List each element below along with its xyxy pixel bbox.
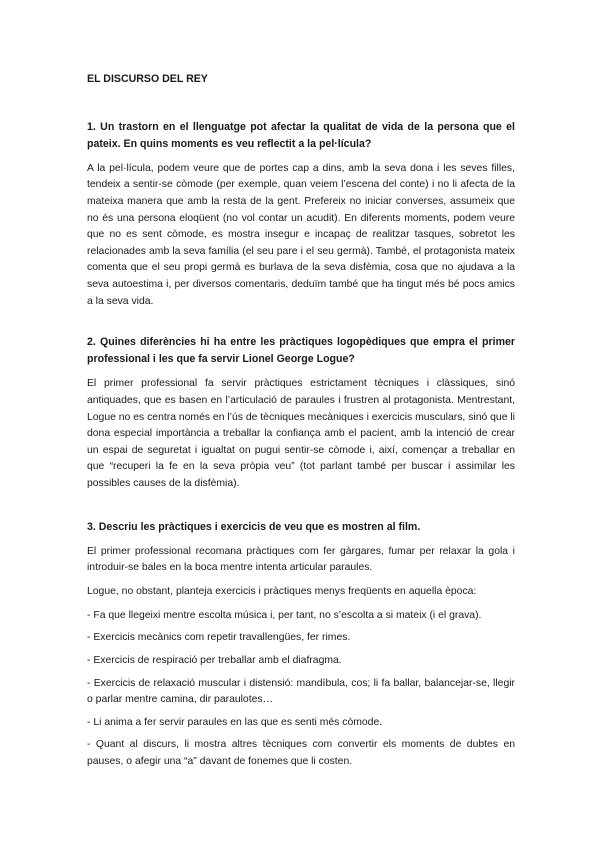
list-item: - Quant al discurs, li mostra altres tècniques com convertir els moments de dubtes en pauses, o afegir una “a” davant de fonemes que li costen. xyxy=(87,739,515,768)
list-item: - Exercicis de relaxació muscular i distensió: mandíbula, cos; li fa ballar, balancejar-se, llegir o parlar mentre camina, dir paraulotes… xyxy=(87,677,515,706)
question-3: 3. Descriu les pràctiques i exercicis de veu que es mostren al film. xyxy=(87,520,421,533)
list-item: - Exercicis de respiració per treballar amb el diafragma. xyxy=(87,654,342,666)
question-1: 1. Un trastorn en el llenguatge pot afectar la qualitat de vida de la persona que el pateix. En quins moments es veu reflectit a la pel·lícula? xyxy=(87,120,515,150)
list-item: - Exercicis mecànics com repetir travallengües, fer rimes. xyxy=(87,632,351,644)
section-2 xyxy=(87,334,515,492)
question-2: 2. Quines diferències hi ha entre les pràctiques logopèdiques que empra el primer professional i les que fa servir Lionel George Logue? xyxy=(87,336,515,366)
section-3 xyxy=(87,519,515,771)
document-title: EL DISCURSO DEL REY xyxy=(87,73,208,85)
section-1 xyxy=(87,119,515,311)
answer-2-paragraph: El primer professional fa servir pràctiques estrictament tècniques i clàssiques, sinó antiquades, que es basen en l’articulació de paraules i frustren al protagonista. Mentrestant, Logue no es centra només en l’ús de tècniques mecàniques i exercicis musculars, sinó que li dona especial importància a treballar la confiança amb el pacient, amb la intenció de crear un espai de seguretat i igualtat on pugui sentir-se còmode i, així, començar a treballar en que “recuperi la fe en la seva pròpia veu” (tot parlant també per buscar i assimilar les possibles causes de la disfèmia). xyxy=(87,378,515,490)
list-item: - Li anima a fer servir paraules en las que es senti més còmode. xyxy=(87,716,383,728)
answer-3-paragraph: Logue, no obstant, planteja exercicis i pràctiques menys freqüents en aquella època: xyxy=(87,585,477,597)
answer-3-paragraph: El primer professional recomana pràctiques com fer gàrgares, fumar per relaxar la gola i introduir-se bales en la boca mentre intenta articular paraules. xyxy=(87,545,515,574)
list-item: - Fa que llegeixi mentre escolta música i, per tant, no s’escolta a si mateix (i el grava). xyxy=(87,609,482,621)
answer-1-paragraph: A la pel·lícula, podem veure que de portes cap a dins, amb la seva dona i les seves filles, tendeix a sentir-se còmode (per exemple, quan veiem l’escena del conte) i no li afecta de la mateixa manera que amb la resta de la gent. Prefereix no iniciar converses, assumeix que no és una persona eloqüent (no vol contar un acudit). En diferents moments, podem veure que no es sent còmode, es mostra insegur e incapaç de realitzar tasques, sobretot les relacionades amb la seva família (el seu pare i el seu germà). També, el protagonista mateix comenta que el seu propi germà es burlava de la seva disfèmia, cosa que no ajudava a la seva autoestima i, per diversos comentaris, deduïm també que ha tingut més bé pocs amics a la seva vida. xyxy=(87,162,515,307)
